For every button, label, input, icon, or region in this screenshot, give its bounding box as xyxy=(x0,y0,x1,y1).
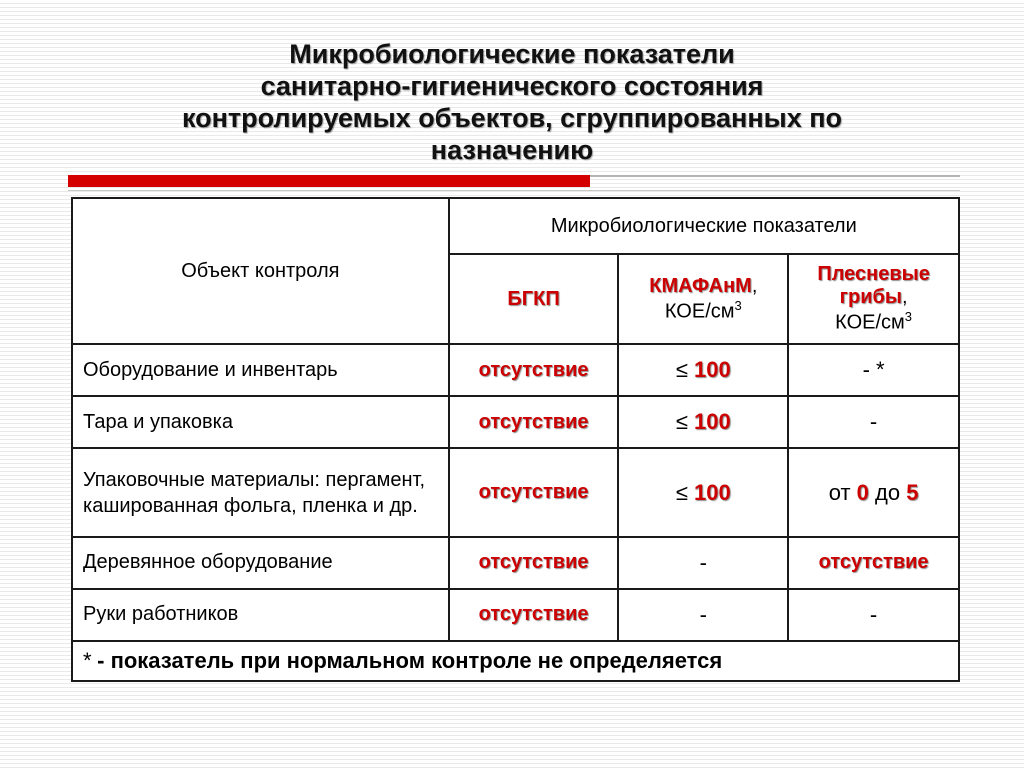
cell-bgkp xyxy=(449,589,619,641)
header-mold-unit: КОЕ/см xyxy=(835,312,905,335)
mold-from: от xyxy=(828,479,851,505)
kmafanm-value: 100 xyxy=(693,409,731,435)
table-row xyxy=(72,589,959,641)
cell-kmafanm: - xyxy=(618,589,788,641)
cell-object: Упаковочные материалы: пергамент, кашированная фольга, пленка и др. xyxy=(72,448,449,536)
header-kmafanm-unit: КОЕ/см xyxy=(664,300,735,323)
title-line: контролируемых объектов, сгруппированных по xyxy=(181,103,843,133)
footnote xyxy=(72,641,959,681)
bgkp-value: отсутствие xyxy=(478,410,589,433)
mold-to: до xyxy=(875,479,901,505)
le-symbol: ≤ xyxy=(675,409,688,435)
le-symbol: ≤ xyxy=(675,479,688,505)
title-line: назначению xyxy=(430,135,594,165)
header-bgkp xyxy=(449,254,619,344)
title-line: санитарно-гигиенического состояния xyxy=(260,71,764,101)
footnote-text: - показатель при нормальном контроле не определяется xyxy=(97,647,723,673)
header-group xyxy=(449,198,959,254)
cell-kmafanm xyxy=(618,344,788,396)
cell-mold: - xyxy=(788,589,959,641)
footnote-mark: * xyxy=(83,647,92,673)
cell-bgkp xyxy=(449,448,619,536)
cell-bgkp xyxy=(449,344,619,396)
header-mold xyxy=(788,254,959,344)
table-row xyxy=(72,396,959,448)
table-row xyxy=(72,344,959,396)
kmafanm-value: 100 xyxy=(693,357,731,383)
accent-divider xyxy=(68,175,590,187)
indicators-table xyxy=(71,197,960,682)
mold-min: 0 xyxy=(856,479,869,505)
cell-kmafanm: - xyxy=(618,537,788,589)
cell-kmafanm xyxy=(618,396,788,448)
header-mold-comma: , xyxy=(901,286,908,309)
unit-power: 3 xyxy=(734,297,742,313)
cell-mold xyxy=(788,537,959,589)
cell-kmafanm xyxy=(618,448,788,536)
header-kmafanm-comma: , xyxy=(751,274,758,297)
cell-object: Тара и упаковка xyxy=(72,396,449,448)
cell-mold: - xyxy=(788,396,959,448)
cell-bgkp xyxy=(449,537,619,589)
divider-line xyxy=(590,175,960,177)
mold-value: отсутствие xyxy=(818,551,929,574)
header-object xyxy=(72,198,449,344)
header-group-label: Микробиологические показатели xyxy=(550,214,857,237)
mold-max: 5 xyxy=(906,479,919,505)
table-row xyxy=(72,448,959,536)
unit-power: 3 xyxy=(904,309,913,325)
table-row xyxy=(72,537,959,589)
header-kmafanm xyxy=(618,254,788,344)
cell-object: Оборудование и инвентарь xyxy=(72,344,449,396)
header-object-label: Объект контроля xyxy=(181,259,340,282)
page-title xyxy=(60,38,964,166)
header-mold-label: Плесневые грибы xyxy=(817,263,930,309)
cell-object: Руки работников xyxy=(72,589,449,641)
divider-line xyxy=(68,190,960,191)
bgkp-value: отсутствие xyxy=(478,358,589,381)
bgkp-value: отсутствие xyxy=(478,603,589,626)
kmafanm-value: 100 xyxy=(693,479,731,505)
bgkp-value: отсутствие xyxy=(478,481,589,504)
cell-object: Деревянное оборудование xyxy=(72,537,449,589)
table-header-row xyxy=(72,198,959,254)
header-kmafanm-label: КМАФАнМ xyxy=(649,274,752,297)
title-line: Микробиологические показатели xyxy=(289,39,735,69)
cell-mold xyxy=(788,448,959,536)
le-symbol: ≤ xyxy=(675,357,688,383)
footnote-row xyxy=(72,641,959,681)
cell-bgkp xyxy=(449,396,619,448)
bgkp-value: отсутствие xyxy=(478,551,589,574)
cell-mold: - * xyxy=(788,344,959,396)
header-bgkp-label: БГКП xyxy=(507,287,560,310)
